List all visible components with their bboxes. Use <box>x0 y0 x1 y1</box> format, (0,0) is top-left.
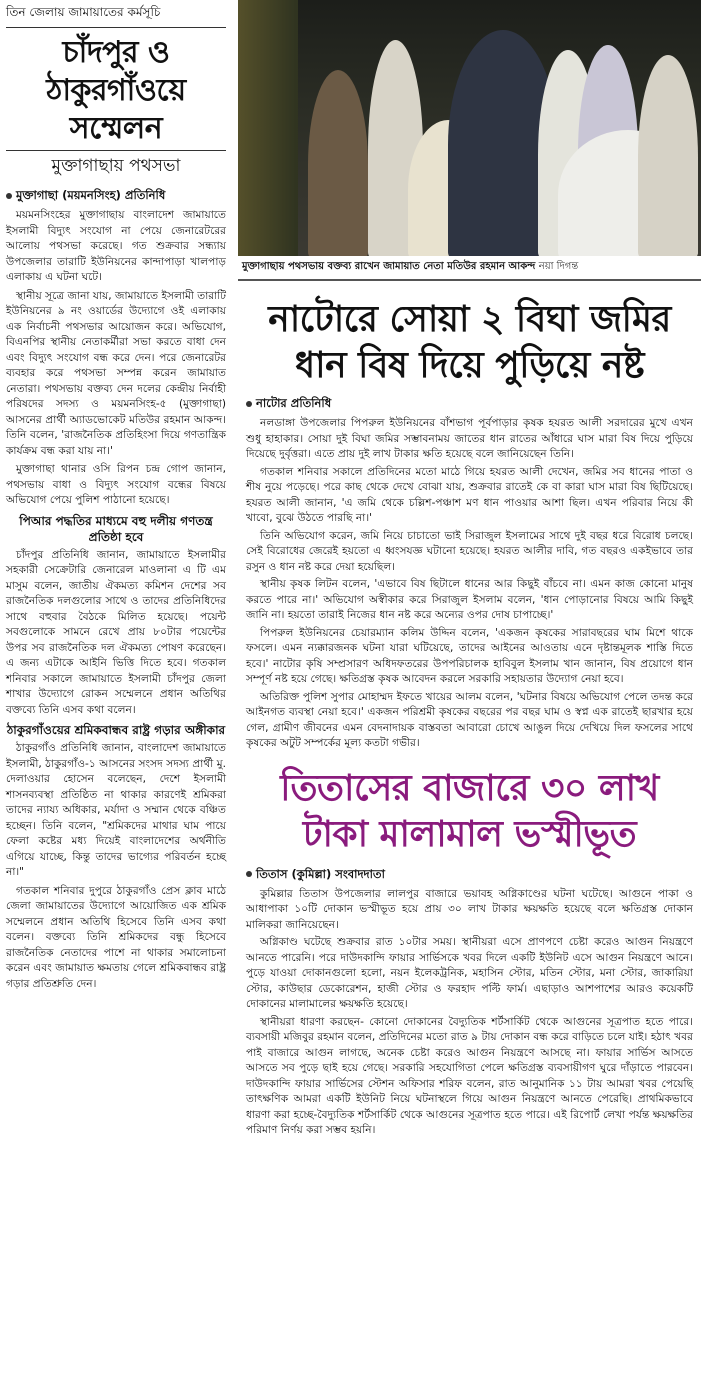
left-byline <box>6 187 226 206</box>
left-headline <box>4 34 228 148</box>
story2-para: পিপরুল ইউনিয়নের চেয়ারম্যান কলিম উদ্দিন বলেন, 'একজন কৃষকের সারাবছরের ঘাম মিশে থাকে ফসলে। এমন ন্যক্কারজনক ঘটনা যারা ঘটিয়েছে, তাদের আইনের আওতায় এনে দৃষ্টান্তমূলক শাস্তি দিতে হবে।' নাটোর কৃষি সম্প্রসারণ অধিদফতরের উপপরিচালক হাবিবুল ইসলাম খান জানান, বিষ প্রয়োগে ধান সম্পূর্ণ নষ্ট হয়ে গেছে। ক্ষতিগ্রস্ত কৃষক আবেদন করলে সরকারি সহায়তার উদ্যোগ নেয়া হবে। <box>246 626 693 685</box>
left-byline-text: মুক্তাগাছা (ময়মনসিংহ) প্রতিনিধি <box>16 188 166 202</box>
kicker: তিন জেলায় জামায়াতের কর্মসূচি <box>6 4 226 28</box>
story2-headline-line1: নাটোরে সোয়া ২ বিঘা জমির <box>268 299 671 340</box>
story3-headline-line1: তিতাসের বাজারে ৩০ লাখ <box>280 767 659 809</box>
story2-para: স্থানীয় কৃষক লিটন বলেন, 'এভাবে বিষ ছিটালে ধানের আর কিছুই বাঁচবে না। এমন কাজ কোনো মানুষ করতে পারে না।' অভিযোগ অস্বীকার করে সিরাজুল ইসলাম বলেন, 'ধান পোড়ানোর বিষয়ে আমি কিছুই জানি না। হয়তো তারাই নিজের ধান নষ্ট করে অন্যের ওপর দোষ চাপাচ্ছে।' <box>246 578 693 621</box>
story2-para: তিনি অভিযোগ করেন, জমি নিয়ে চাচাতো ভাই সিরাজুল ইসলামের সাথে দুই বছর ধরে বিরোধ চলছে। সেই বিরোধের জেরেই হয়তো এ ধ্বংসযজ্ঞ ঘটানো হয়েছে। হযরত আলীর দাবি, গত বছরও একইভাবে তার রসুন ও ধান নষ্ট করে দেয়া হয়েছিল। <box>246 529 693 573</box>
story3-headline <box>244 766 695 858</box>
story2-para: নলডাঙ্গা উপজেলার পিপরুল ইউনিয়নের বাঁশভাগ পূর্বপাড়ার কৃষক হযরত আলী সরদারের মুখে এখন শুধু হাহাকার। সোয়া দুই বিঘা জমির সম্ভাবনাময় জাতের ধান রাতের আঁধারে ঘাস মারা বিষ দিয়ে পুড়িয়ে দিয়েছে দুর্বৃত্তরা। এতে প্রায় দুই লাখ টাকার ক্ষতি হয়েছে বলে জানিয়েছেন তিনি। <box>246 417 693 460</box>
caption-source: নয়া দিগন্ত <box>538 261 579 272</box>
left-subhead-2: ঠাকুরগাঁওয়ের শ্রমিকবান্ধব রাষ্ট্র গড়ার অঙ্গীকার <box>6 723 226 737</box>
story2-byline <box>246 395 695 414</box>
left-para: ঠাকুরগাঁও প্রতিনিধি জানান, বাংলাদেশ জামায়াতে ইসলামী, ঠাকুরগাঁও-১ আসনের সংসদ সদস্য প্রার্থী মু. দেলাওয়ার হোসেন বলেছেন, দেশে ইসলামী শাসনব্যবস্থা প্রতিষ্ঠিত না থাকার কারণেই শ্রমিকরা তাদের ন্যায্য অধিকার, মর্যাদা ও সম্মান থেকে বঞ্চিত হচ্ছেন। তিনি বলেন, "শ্রমিকদের মাথার ঘাম পায়ে ফেলা কষ্টের মধ্য দিয়েই বাংলাদেশের অর্থনীতি এগিয়ে যাচ্ছে, কিন্তু তাদের ভাগ্যের পরিবর্তন হচ্ছে না।" <box>6 742 226 878</box>
story3-headline-line2: টাকা মালামাল ভস্মীভূত <box>302 813 637 855</box>
story3-para: কুমিল্লার তিতাস উপজেলার লালপুর বাজারে ভয়াবহ অগ্নিকাণ্ডের ঘটনা ঘটেছে। আগুনে পাকা ও আধাপাকা ১০টি দোকান ভস্মীভূত হয়ে প্রায় ৩০ লাখ টাকার ক্ষয়ক্ষতি হয়েছে বলে ক্ষতিগ্রস্ত দোকান মালিকরা জানিয়েছেন। <box>246 887 693 931</box>
story2-para: গতকাল শনিবার সকালে প্রতিদিনের মতো মাঠে গিয়ে হযরত আলী দেখেন, জমির সব ধানের পাতা ও শীষ নুয়ে পড়েছে। পরে কাছ থেকে দেখে বোঝা যায়, শুক্রবার রাতেই কে বা কারা ঘাস মারা বিষ ছিটিয়েছে। হযরত আলী জানান, 'এ জমি থেকে চল্লিশ-পঞ্চাশ মণ ধান পাওয়ার আশা ছিল। এখন পরিবার নিয়ে কী খাবো, বুঝে উঠতে পারছি না।' <box>246 465 693 524</box>
story3-para: অগ্নিকাণ্ড ঘটেছে শুক্রবার রাত ১০টার সময়। স্থানীয়রা এসে প্রাণপণে চেষ্টা করেও আগুন নিয়ন্ত্রণে আনতে পারেনি। পরে দাউদকান্দি ফায়ার সার্ভিসকে খবর দিলে একটি ইউনিট এসে আগুন নিয়ন্ত্রণে আনে। পুড়ে যাওয়া দোকানগুলো হলো, নয়ন ইলেকট্রনিক, মহাসিন স্টোর, মতিন স্টোর, মনা স্টোর, জাকারিয়া স্টোর, কাউছার ডেকোরেশন, হাজী স্টোর ও ফরহাদ পল্টি ফার্ম। এছাড়াও আশপাশের আরও কয়েকটি দোকানের মালামালের ক্ষয়ক্ষতি হয়েছে। <box>246 936 693 1010</box>
left-subhead-1: পিআর পদ্ধতির মাধ্যমে বহু দলীয় গণতন্ত্র প্রতিষ্ঠা হবে <box>19 513 213 544</box>
bullet-icon <box>246 401 252 407</box>
story2-byline-text: নাটোর প্রতিনিধি <box>256 396 332 410</box>
tree-trunk <box>238 0 298 256</box>
story2-headline-line2: ধান বিষ দিয়ে পুড়িয়ে নষ্ট <box>295 345 644 386</box>
left-column <box>0 0 232 1374</box>
left-headline-line1: চাঁদপুর ও <box>62 35 170 70</box>
story2-para: অতিরিক্ত পুলিশ সুপার মোহাম্মদ ইফতে খায়ের আলম বলেন, 'ঘটনার বিষয়ে অভিযোগ পেলে তদন্ত করে আইনগত ব্যবস্থা নেয়া হবে।' একজন পরিশ্রমী কৃষকের বছরের পর বছর ঘাম ও স্বপ্ন এক রাতেই ছারখার হয়ে গেল, গ্রামীণ জীবনের এমন বেদনাদায়ক বাস্তবতা আবারো চোখে আঙুল দিয়ে দেখিয়ে দিল ফসলের সাথে কৃষকের অটুট সম্পর্কের মূল্য কতটা গভীর। <box>246 690 693 749</box>
left-headline-line2: ঠাকুরগাঁওয়ে <box>46 73 186 108</box>
story3-para: স্থানীয়রা ধারণা করছেন- কোনো দোকানের বৈদ্যুতিক শর্টসার্কিট থেকে আগুনের সূত্রপাত হতে পারে। ব্যবসায়ী মজিবুর রহমান বলেন, প্রতিদিনের মতো রাত ৯ টায় দোকান বন্ধ করে বাড়িতে চলে যাই। হঠাৎ খবর পাই বাজারে আগুন লাগছে, অনেক চেষ্টা করেও আগুন নিয়ন্ত্রণে আসছে না। ফায়ার সার্ভিস আসতে আসতে সব পুড়ে ছাই হয়ে গেছে। সরকারি সহযোগিতা পেলে ক্ষতিগ্রস্ত ব্যবসায়ীগণ ঘুরে দাঁড়াতে পারবেন। দাউদকান্দি ফায়ার সার্ভিসের স্টেশন অফিসার শরিফ বলেন, রাত আনুমানিক ১১ টায় আমরা খবর পেয়েছি তাৎক্ষণিক আমরা একটি ইউনিট নিয়ে ঘটনাস্থলে গিয়ে আগুন নিয়ন্ত্রণে আনতে পেরেছি। প্রাথমিকভাবে ধারণা করা হচ্ছে-বৈদ্যুতিক শর্টসার্কিট থেকে আগুনের সূত্রপাত হতে পারে। এই রিপোর্ট লেখা পর্যন্ত ক্ষয়ক্ষতির পরিমাণ নির্ণয় করা সম্ভব হয়নি। <box>246 1015 693 1136</box>
crowd-person <box>638 55 698 256</box>
photo-caption <box>238 256 701 281</box>
left-para: ময়মনসিংহের মুক্তাগাছায় বাংলাদেশ জামায়াতে ইসলামী বিদ্যুৎ সংযোগ না পেয়ে জেনারেটরের আলোয় পথসভা করেছে। গত শুক্রবার সন্ধ্যায় উপজেলার তারাটি ইউনিয়নের কান্দাপাড়া খালপাড় এলাকায় এ ঘটনা ঘটে। <box>6 209 226 283</box>
left-para: চাঁদপুর প্রতিনিধি জানান, জামায়াতে ইসলামীর সহকারী সেক্রেটারি জেনারেল মাওলানা এ টি এম মাসুম বলেন, জাতীয় ঐকমত্য কমিশন দেশের সব রাজনৈতিক দলগুলোর সাথে ও তাদের প্রতিনিধিদের সাথে বহুবার বৈঠকে মিলিত হয়েছে। পয়েন্ট সবগুলোকে সামনে রেখে প্রায় ৮০টার পয়েন্টের উপর সব রাজনৈতিক দল ঐকমত্য পোষণ করেছেন। এ জন্য এটাকে আইনি ভিত্তি দিতে হবে। গতকাল শনিবার সকালে জামায়াতে ইসলামী চাঁদপুর জেলা শাখার উদ্যোগে রোকন সম্মেলনে প্রধান অতিথির বক্তব্যে তিনি এসব কথা বলেন। <box>6 548 226 716</box>
left-para: স্থানীয় সূত্রে জানা যায়, জামায়াতে ইসলামী তারাটি ইউনিয়নের ৯ নং ওয়ার্ডের উদ্যোগে ওই এলাকায় এক নির্বাচনী পথসভার আয়োজন করে। অভিযোগ, বিএনপির স্থানীয় নেতাকর্মীরা সভা করতে বাধা দেন এবং বিদ্যুৎ সংযোগ বন্ধ করে দেন। পরে জেনারেটর ব্যবহার করে পথসভা সম্পন্ন করেন জামায়াত নেতারা। পথসভায় বক্তব্য দেন দলের কেন্দ্রীয় নির্বাহী পরিষদের সদস্য ও ময়মনসিংহ-৫ (মুক্তাগাছা) আসনের প্রার্থী অ্যাডভোকেট মতিউর রহমান আকন্দ। তিনি বলেন, 'রাজনৈতিক প্রতিহিংসা দিয়ে গণতান্ত্রিক কার্যক্রম বন্ধ করা যায় না।' <box>6 289 226 457</box>
left-para: মুক্তাগাছা থানার ওসি রিপন চন্দ্র গোপ জানান, পথসভায় বাধা ও বিদ্যুৎ সংযোগ বন্ধের বিষয়ে অভিযোগ পেয়ে পুলিশ পাঠানো হয়েছে। <box>6 463 226 506</box>
story3-byline-text: তিতাস (কুমিল্লা) সংবাদদাতা <box>256 866 385 881</box>
crowd-person <box>308 70 368 256</box>
bullet-icon <box>6 193 12 199</box>
rally-photo <box>238 0 701 256</box>
left-para: গতকাল শনিবার দুপুরে ঠাকুরগাঁও প্রেস ক্লাব মাঠে জেলা জামায়াতের উদ্যোগে আয়োজিত এক শ্রমিক সম্মেলনে প্রধান অতিথি হিসেবে তিনি এসব কথা বলেন। বক্তব্যে তিনি শ্রমিকদের বন্ধু হিসেবে রাজনৈতিক নেতাদের পাশে না থাকার সমালোচনা করেন এবং জামায়াত ক্ষমতায় গেলে শ্রমিকবান্ধব রাষ্ট্র গড়ার প্রতিশ্রুতি দেন। <box>6 884 226 990</box>
caption-text: মুক্তাগাছায় পথসভায় বক্তব্য রাখেন জামায়াত নেতা মতিউর রহমান আকন্দ <box>242 261 536 272</box>
bullet-icon <box>246 871 252 877</box>
left-headline-line3: সম্মেলন <box>69 111 163 146</box>
right-column <box>238 0 701 1374</box>
left-subheadline: মুক্তাগাছায় পথসভা <box>6 150 226 181</box>
story2-headline <box>244 297 695 389</box>
story3-byline <box>246 866 695 885</box>
